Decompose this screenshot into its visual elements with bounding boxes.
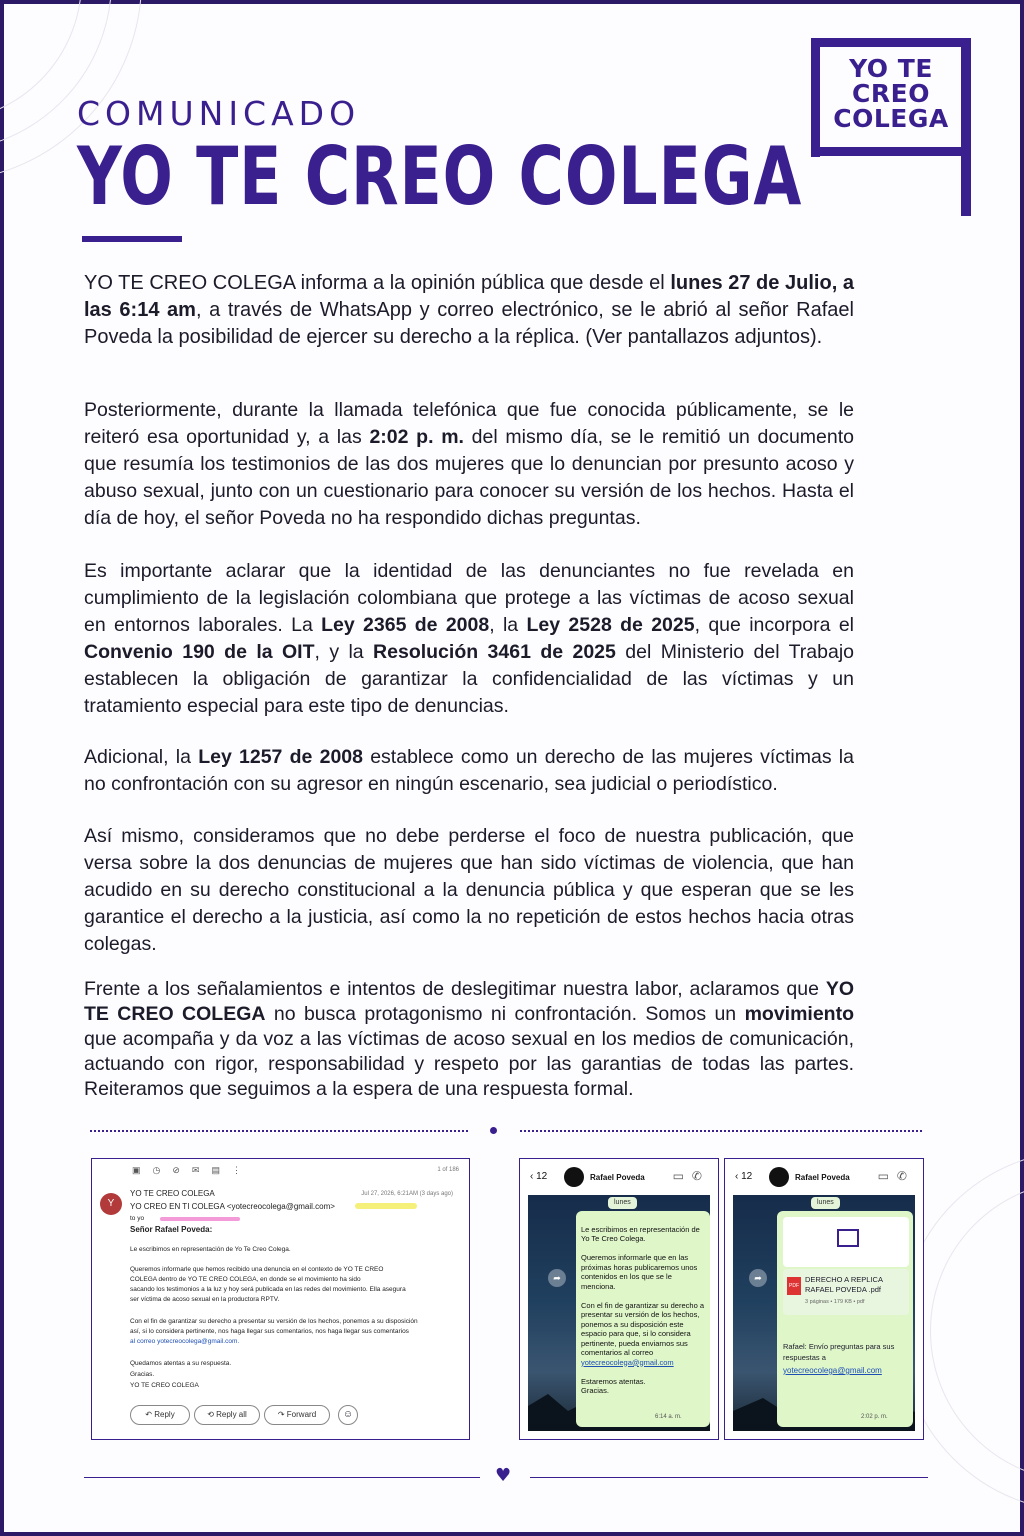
- back-chevron-icon[interactable]: ‹ 12: [530, 1171, 548, 1182]
- avatar: [564, 1167, 584, 1187]
- email-from-name: YO TE CREO COLEGA: [130, 1189, 215, 1198]
- forward-button[interactable]: ↷ Forward: [264, 1405, 330, 1425]
- paragraph-1: [84, 270, 854, 351]
- email-line: Con el fin de garantizar su derecho a presentar su versión de los hechos, ponemos a su disposición: [130, 1318, 418, 1325]
- contact-name: Rafael Poveda: [795, 1173, 850, 1182]
- text-run: , y la: [314, 641, 374, 663]
- logo-line: CREO: [852, 79, 930, 108]
- whatsapp-screenshot-1: [519, 1158, 719, 1440]
- forward-icon[interactable]: ➦: [548, 1269, 566, 1287]
- forward-label: Forward: [286, 1410, 317, 1419]
- email-line: al correo yotecreocolega@gmail.com.: [130, 1338, 240, 1345]
- email-line: Queremos informarle que hemos recibido una denuncia en el contexto de YO TE CREO: [130, 1266, 384, 1273]
- email-line: YO TE CREO COLEGA: [130, 1382, 199, 1389]
- email-line: Quedamos atentas a su respuesta.: [130, 1360, 232, 1367]
- chat-header: [520, 1159, 718, 1195]
- message-time: 2:02 p. m.: [861, 1414, 888, 1420]
- email-line: Le escribimos en representación de Yo Te Creo Colega.: [130, 1246, 291, 1253]
- bold-run: movimiento: [744, 1003, 854, 1025]
- text-run: Posteriormente, durante la llamada telefónica que fue conocida públicamente, se le reiteró esa oportunidad y, a las: [84, 399, 854, 448]
- bold-run: Ley 2365 de 2008: [321, 614, 490, 636]
- chat-header: [725, 1159, 923, 1195]
- whatsapp-screenshot-2: [724, 1158, 924, 1440]
- call-icons[interactable]: ▭✆: [672, 1169, 710, 1183]
- pdf-icon: PDF: [787, 1277, 801, 1295]
- bottom-separator-left: [84, 1477, 480, 1478]
- email-line: Gracias.: [130, 1371, 155, 1378]
- forward-icon[interactable]: ➦: [749, 1269, 767, 1287]
- dotted-separator-left: [90, 1130, 468, 1132]
- paragraph-5: [84, 823, 854, 958]
- bold-run: lunes 27 de Julio, a las 6:14 am: [84, 272, 854, 321]
- message-text: Rafael: Envío preguntas para sus respuestas a: [783, 1342, 895, 1362]
- dotted-separator-right: [520, 1130, 922, 1132]
- heart-icon: ♥: [495, 1465, 512, 1486]
- reply-all-label: Reply all: [216, 1410, 247, 1419]
- email-screenshot: [91, 1158, 470, 1440]
- redaction-highlight: [160, 1217, 240, 1221]
- bold-run: YO TE CREO COLEGA: [84, 978, 854, 1025]
- avatar: Y: [100, 1193, 122, 1215]
- date-highlight: [355, 1203, 417, 1209]
- kicker-heading: COMUNICADO: [77, 94, 361, 133]
- email-date: Jul 27, 2026, 6:21AM (3 days ago): [361, 1191, 453, 1197]
- email-toolbar-icons: ▣◷⊘✉▤⋮: [132, 1165, 253, 1175]
- title-underline: [82, 236, 182, 242]
- reply-label: Reply: [154, 1410, 175, 1419]
- email-pager: 1 of 186: [437, 1167, 459, 1173]
- text-run: Adicional, la: [84, 746, 199, 768]
- message-closing: Estaremos atentas. Gracias.: [581, 1376, 646, 1395]
- bold-run: Ley 2528 de 2025: [526, 614, 695, 636]
- doc-thumbnail-icon: [837, 1229, 859, 1247]
- bold-run: 2:02 p. m.: [369, 426, 464, 448]
- logo: [818, 56, 964, 131]
- bold-run: Resolución 3461 de 2025: [373, 641, 616, 663]
- logo-line: YO TE: [849, 54, 933, 83]
- text-run: establece como un derecho de las mujeres víctimas la no confrontación con su agresor en ningún escenario, sea judicial o periodístico.: [84, 746, 854, 795]
- paragraph-6: [84, 977, 854, 1102]
- paragraph-2: [84, 397, 854, 532]
- page-title: YO TE CREO COLEGA: [77, 130, 803, 223]
- unread-count: 12: [741, 1171, 753, 1182]
- email-greeting: Señor Rafael Poveda:: [130, 1225, 213, 1234]
- text-run: Frente a los señalamientos e intentos de deslegitimar nuestra labor, aclaramos que: [84, 978, 826, 1000]
- text-run: Es importante aclarar que la identidad de las denunciantes no fue revelada en cumplimiento de la legislación colombiana que protege a las víctimas de acoso sexual en entornos laborales. La: [84, 560, 854, 636]
- day-label: lunes: [608, 1197, 637, 1209]
- email-link[interactable]: yotecreocolega@gmail.com: [783, 1366, 882, 1375]
- pdf-attachment[interactable]: [783, 1269, 909, 1315]
- emoji-icon[interactable]: ☺: [338, 1405, 358, 1425]
- email-to: to yo: [130, 1215, 145, 1222]
- pdf-preview[interactable]: [783, 1217, 909, 1267]
- bold-run: Convenio 190 de la OIT: [84, 641, 315, 663]
- logo-frame-bottom-bar: [811, 147, 961, 156]
- message-text: Le escribimos en representación de Yo Te Creo Colega. Queremos informarle que en las próximas horas publicaremos unos contenidos en los que se le menciona. Con el fin de garantizar su derecho a presentar su versión de los hechos, ponemos a su disposición este espacio para que, si lo considera pertinente, pueda enviarnos sus comentarios al correo: [581, 1224, 704, 1357]
- text-run: que acompaña y da voz a las víctimas de acoso sexual en los medios de comunicación, actuando con rigor, responsabilidad y respeto por las garantias de todas las partes. Reiteramos que seguimos a la espera de una respuesta formal.: [84, 1028, 854, 1100]
- email-line: COLEGA dentro de YO TE CREO COLEGA, en donde se el movimiento ha sido: [130, 1276, 361, 1283]
- day-label: lunes: [811, 1197, 840, 1209]
- doc-title: DERECHO A REPLICA RAFAEL POVEDA .pdf: [805, 1275, 883, 1294]
- text-run: Así mismo, consideramos que no debe perderse el foco de nuestra publicación, que versa sobre la dos denuncias de mujeres que han sido víctimas de violencia, que han acudido en su derecho constitucional a la denuncia pública y que esperan que se les garantice el derecho a la justicia, así como la no repetición de estos hechos hacia otras colegas.: [84, 825, 854, 955]
- back-chevron-icon[interactable]: ‹ 12: [735, 1171, 753, 1182]
- text-run: , a través de WhatsApp y correo electrónico, se le abrió al señor Rafael Poveda la posibilidad de ejercer su derecho a la réplica. (Ver pantallazos adjuntos).: [84, 299, 854, 348]
- text-run: no busca protagonismo ni confrontación. Somos un: [265, 1003, 745, 1025]
- text-run: del Ministerio del Trabajo establecen la obligación de garantizar la confidencialidad de las víctimas y un tratamiento especial para este tipo de denuncias.: [84, 641, 854, 717]
- text-run: , que incorpora el: [694, 614, 854, 636]
- text-run: del mismo día, se le remitió un documento que resumía los testimonios de las dos mujeres que lo denuncian por presunto acoso y abuso sexual, junto con un cuestionario para conocer su versión de los hechos. Hasta el día de hoy, el señor Poveda no ha respondido dichas preguntas.: [84, 426, 855, 529]
- reply-all-button[interactable]: ⟲ Reply all: [194, 1405, 260, 1425]
- avatar: [769, 1167, 789, 1187]
- logo-line: COLEGA: [833, 104, 949, 133]
- message-time: 6:14 a. m.: [655, 1414, 682, 1420]
- contact-name: Rafael Poveda: [590, 1173, 645, 1182]
- email-link[interactable]: yotecreocolega@gmail.com: [581, 1357, 674, 1367]
- paragraph-3: [84, 558, 854, 720]
- paragraph-4: [84, 744, 854, 798]
- text-run: , la: [489, 614, 527, 636]
- email-line: ser víctima de acoso sexual en la productora RPTV.: [130, 1296, 280, 1303]
- separator-dot: [490, 1127, 497, 1134]
- bold-run: Ley 1257 de 2008: [198, 746, 363, 768]
- call-icons[interactable]: ▭✆: [877, 1169, 915, 1183]
- message-bubble: [576, 1211, 710, 1427]
- email-from-address: YO CREO EN TI COLEGA <yotecreocolega@gmail.com>: [130, 1202, 335, 1211]
- reply-button[interactable]: ↶ Reply: [130, 1405, 190, 1425]
- unread-count: 12: [536, 1171, 548, 1182]
- text-run: YO TE CREO COLEGA informa a la opinión pública que desde el: [84, 272, 671, 294]
- email-line: así, si lo considera pertinente, nos haga llegar sus comentarios, nos haga llegar sus comentarios: [130, 1328, 409, 1335]
- email-line: sacando los testimonios a la luz y hoy será publicada en las redes del movimiento. Ella asegura: [130, 1286, 406, 1293]
- bottom-separator-right: [530, 1477, 928, 1478]
- doc-meta: 3 páginas • 179 KB • pdf: [805, 1299, 865, 1305]
